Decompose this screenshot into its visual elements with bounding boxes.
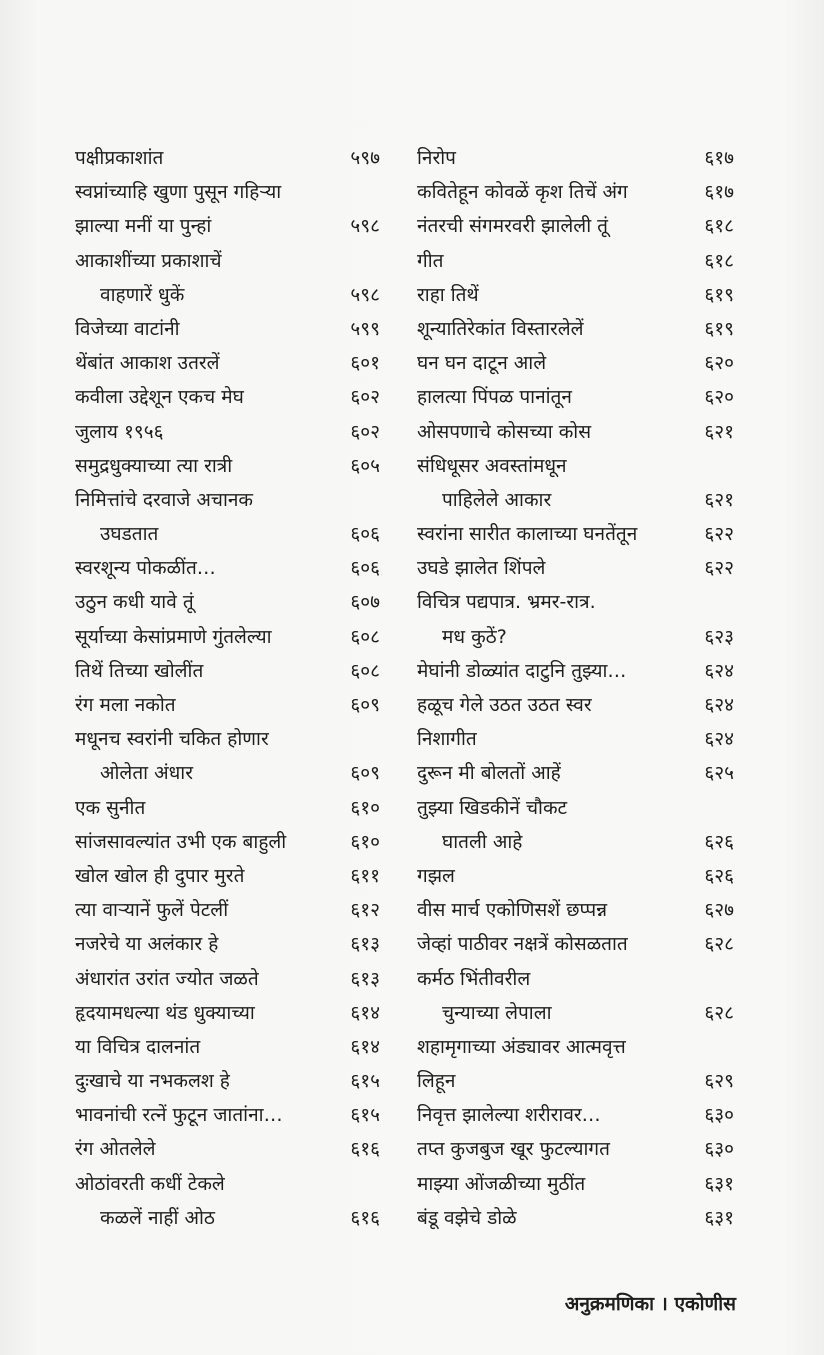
toc-entry (417, 688, 734, 722)
toc-entry-title: नंतरची संगमरवरी झालेली तूं (417, 215, 608, 238)
toc-entry-page-number: ६१० (350, 830, 380, 853)
toc-entry-title: मध कुठें? (442, 625, 507, 648)
toc-entry (417, 483, 734, 517)
toc-entry-page-number: ६२५ (704, 762, 734, 785)
toc-entry-title: संधिधूसर अवस्तांमधून (417, 454, 567, 477)
toc-entry (75, 654, 380, 688)
toc-entry (75, 791, 380, 825)
toc-entry-title: भावनांची रत्नें फुटून जातांना… (75, 1104, 283, 1127)
toc-entry-page-number: ५९८ (350, 283, 380, 306)
toc-entry (75, 996, 380, 1030)
toc-entry-title: वाहणारें धुकें (100, 283, 185, 306)
toc-entry-title: स्वरशून्य पोकळींत… (75, 557, 216, 580)
toc-entry-page-number: ६१६ (350, 1138, 380, 1161)
toc-entry-title: दुरून मी बोलतों आहें (417, 762, 561, 785)
toc-entry-title: नजरेचे या अलंकार हे (75, 933, 219, 956)
toc-entry-title: लिहून (417, 1070, 456, 1093)
toc-entry (417, 1064, 734, 1098)
toc-entry-page-number: ६२७ (704, 899, 734, 922)
toc-entry-page-number: ५९८ (350, 215, 380, 238)
toc-entry (75, 244, 380, 278)
toc-entry-title: घन घन दाटून आले (417, 352, 547, 375)
toc-entry-title: निशागीत (417, 728, 477, 751)
toc-entry-title: पाहिलेले आकार (442, 488, 552, 511)
toc-entry (75, 1030, 380, 1064)
toc-entry-title: तप्त कुजबुज खूर फुटल्यागत (417, 1138, 610, 1161)
toc-entry (417, 654, 734, 688)
toc-entry-page-number: ६१९ (704, 283, 734, 306)
toc-entry-title: निवृत्त झालेल्या शरीरावर… (417, 1104, 601, 1127)
toc-entry-page-number: ६०२ (350, 420, 380, 443)
toc-entry (417, 756, 734, 790)
toc-entry-page-number: ६१८ (704, 249, 734, 272)
toc-entry (75, 175, 380, 209)
toc-entry (75, 1201, 380, 1235)
toc-entry-title: माझ्या ओंजळीच्या मुठींत (417, 1172, 586, 1195)
toc-entry-page-number: ६३१ (704, 1172, 734, 1195)
toc-entry-page-number: ६३० (704, 1104, 734, 1127)
toc-entry-page-number: ६०८ (350, 659, 380, 682)
toc-entry-title: जुलाय १९५६ (75, 420, 164, 443)
toc-entry (417, 244, 734, 278)
toc-entry-title: मेघांनी डोळ्यांत दाटुनि तुझ्या… (417, 659, 627, 682)
toc-entry-title: उठुन कधी यावे तूं (75, 591, 194, 614)
toc-entry (417, 927, 734, 961)
toc-entry-page-number: ६१३ (350, 967, 380, 990)
toc-entry (417, 859, 734, 893)
toc-entry (417, 585, 734, 619)
toc-entry (417, 209, 734, 243)
toc-entry-title: कवीला उद्देशून एकच मेघ (75, 386, 244, 409)
toc-entry-title: खोल खोल ही दुपार मुरते (75, 864, 245, 887)
toc-entry (417, 415, 734, 449)
toc-entry-title: दुःखाचे या नभकलश हे (75, 1070, 230, 1093)
toc-entry-title: कळलें नाहीं ओठ (100, 1206, 215, 1229)
toc-entry-page-number: ६०८ (350, 625, 380, 648)
toc-entry-page-number: ६२४ (704, 728, 734, 751)
toc-entry-page-number: ६१७ (704, 147, 734, 169)
toc-entry-title: सांजसावल्यांत उभी एक बाहुली (75, 830, 287, 853)
toc-entry (417, 825, 734, 859)
toc-entry-page-number: ६१० (350, 796, 380, 819)
toc-entry-page-number: ६२८ (704, 933, 734, 956)
toc-entry-title: उघडतात (100, 523, 159, 546)
toc-entry (75, 551, 380, 585)
toc-entry-page-number: ६१२ (350, 899, 380, 922)
toc-entry (417, 380, 734, 414)
toc-entry (75, 209, 380, 243)
toc-entry (75, 688, 380, 722)
toc-entry-title: निमित्तांचे दरवाजे अचानक (75, 488, 254, 511)
toc-entry-title: एक सुनीत (75, 796, 146, 819)
toc-entry-page-number: ६३१ (704, 1206, 734, 1229)
toc-entry (417, 346, 734, 380)
toc-entry-title: बंडू वझेचे डोळे (417, 1206, 517, 1229)
page-footer: अनुक्रमणिका । एकोणीस (564, 1293, 736, 1315)
toc-entry-page-number: ६०९ (350, 762, 380, 785)
toc-entry (417, 1167, 734, 1201)
toc-entry-title: गीत (417, 249, 444, 272)
toc-entry-page-number: ६१४ (350, 1035, 380, 1058)
toc-entry-title: अंधारांत उरांत ज्योत जळते (75, 967, 259, 990)
toc-entry-page-number: ६२६ (704, 864, 734, 887)
toc-entry-page-number: ६२९ (704, 1070, 734, 1093)
toc-entry-page-number: ६२० (704, 352, 734, 375)
toc-entry (75, 415, 380, 449)
toc-entry (417, 1030, 734, 1064)
toc-entry (75, 312, 380, 346)
toc-entry-title: हृदयामधल्या थंड धुक्याच्या (75, 1001, 255, 1024)
toc-entry-title: स्वरांना सारीत कालाच्या घनतेंतून (417, 523, 638, 546)
toc-entry-page-number: ६२० (704, 386, 734, 409)
toc-entry-title: कवितेहून कोवळें कृश तिचें अंग (417, 181, 628, 204)
toc-entry (75, 1132, 380, 1166)
toc-entry-title: विजेच्या वाटांनी (75, 317, 180, 340)
toc-entry-title: शहामृगाच्या अंड्यावर आत्मवृत्त (417, 1035, 626, 1058)
toc-entry (75, 1167, 380, 1201)
toc-entry (75, 927, 380, 961)
toc-entry-page-number: ५९९ (350, 317, 380, 340)
toc-entry (75, 756, 380, 790)
toc-entry-title: हालत्या पिंपळ पानांतून (417, 386, 572, 409)
toc-entry-page-number: ६२२ (704, 523, 734, 546)
toc-entry (75, 380, 380, 414)
toc-entry-title: तिथें तिच्या खोलींत (75, 659, 204, 682)
toc-entry-title: त्या वाऱ्यानें फुलें पेटलीं (75, 899, 229, 922)
toc-entry-page-number: ६०६ (350, 523, 380, 546)
toc-entry-page-number: ६१४ (350, 1001, 380, 1024)
toc-entry-title: आकाशींच्या प्रकाशाचें (75, 249, 222, 272)
toc-entry-title: चुन्याच्या लेपाला (442, 1001, 552, 1024)
toc-entry-page-number: ६०२ (350, 386, 380, 409)
toc-entry (75, 585, 380, 619)
toc-entry (417, 722, 734, 756)
toc-entry-page-number: ६२८ (704, 1001, 734, 1024)
toc-entry-title: जेव्हां पाठीवर नक्षत्रें कोसळतात (417, 933, 628, 956)
toc-entry-title: सूर्याच्या केसांप्रमाणे गुंतलेल्या (75, 625, 272, 648)
toc-entry-page-number: ६२४ (704, 694, 734, 716)
toc-entry-title: वीस मार्च एकोणिसशें छप्पन्न (417, 899, 608, 922)
toc-entry (417, 1201, 734, 1235)
toc-entry-page-number: ६०१ (350, 352, 380, 375)
toc-entry-title: निरोप (417, 147, 456, 169)
toc-entry (417, 175, 734, 209)
toc-left-column (75, 141, 380, 1235)
toc-entry (75, 346, 380, 380)
toc-entry (417, 312, 734, 346)
toc-entry (417, 517, 734, 551)
toc-entry (417, 620, 734, 654)
toc-entry-title: रंग मला नकोत (75, 694, 176, 716)
toc-entry (75, 141, 380, 175)
toc-entry (417, 791, 734, 825)
toc-entry-page-number: ६२३ (704, 625, 734, 648)
toc-entry (417, 449, 734, 483)
toc-entry (417, 278, 734, 312)
toc-entry-title: राहा तिथें (417, 283, 479, 306)
toc-entry-page-number: ६०६ (350, 557, 380, 580)
toc-entry (75, 1098, 380, 1132)
toc-entry-page-number: ६२२ (704, 557, 734, 580)
toc-entry (75, 722, 380, 756)
toc-entry-page-number: ६०५ (350, 454, 380, 477)
toc-entry-title: विचित्र पद्यपात्र. भ्रमर-रात्र. (417, 591, 596, 614)
toc-entry-title: समुद्रधुक्याच्या त्या रात्री (75, 454, 233, 477)
toc-entry (75, 962, 380, 996)
toc-entry (75, 449, 380, 483)
toc-entry-title: या विचित्र दालनांत (75, 1035, 201, 1058)
toc-entry-title: गझल (417, 864, 455, 887)
toc-entry-page-number: ६१३ (350, 933, 380, 956)
toc-entry-page-number: ६१८ (704, 215, 734, 238)
toc-entry-title: रंग ओतलेले (75, 1138, 156, 1161)
toc-entry-title: मधूनच स्वरांनी चकित होणार (75, 728, 269, 751)
toc-entry-page-number: ६१९ (704, 317, 734, 340)
toc-entry (417, 1098, 734, 1132)
toc-entry (417, 996, 734, 1030)
toc-entry-title: तुझ्या खिडकीनें चौकट (417, 796, 568, 819)
toc-entry-page-number: ६२१ (704, 488, 734, 511)
toc-entry-page-number: ६३० (704, 1138, 734, 1161)
toc-entry-title: घातली आहे (442, 830, 523, 853)
toc-entry (417, 893, 734, 927)
toc-entry (417, 1132, 734, 1166)
toc-entry-title: शून्यातिरेकांत विस्तारलेलें (417, 317, 584, 340)
toc-entry-page-number: ६२१ (704, 420, 734, 443)
toc-entry-title: उघडे झालेत शिंपले (417, 557, 546, 580)
toc-entry-title: कर्मठ भिंतीवरील (417, 967, 531, 990)
toc-entry-title: ओसपणाचे कोसच्या कोस (417, 420, 592, 443)
toc-entry (75, 825, 380, 859)
toc-entry (417, 551, 734, 585)
toc-entry (75, 1064, 380, 1098)
toc-entry-page-number: ६२४ (704, 659, 734, 682)
toc-entry-page-number: ६१५ (350, 1104, 380, 1127)
toc-entry-page-number: ६१७ (704, 181, 734, 204)
toc-entry-title: हळूच गेले उठत उठत स्वर (417, 694, 592, 716)
toc-entry-page-number: ६११ (350, 864, 380, 887)
toc-entry (417, 141, 734, 175)
toc-entry (75, 859, 380, 893)
toc-entry (75, 483, 380, 517)
toc-entry-title: ओलेता अंधार (100, 762, 194, 785)
toc-entry-page-number: ५९७ (350, 147, 380, 169)
toc-entry-title: स्वप्नांच्याहि खुणा पुसून गहिऱ्या (75, 181, 282, 204)
toc-entry-page-number: ६२६ (704, 830, 734, 853)
toc-entry (75, 517, 380, 551)
toc-entry (75, 620, 380, 654)
toc-entry (417, 962, 734, 996)
toc-entry (75, 278, 380, 312)
toc-entry-title: थेंबांत आकाश उतरलें (75, 352, 220, 375)
toc-entry (75, 893, 380, 927)
toc-entry-page-number: ६०७ (350, 591, 380, 614)
toc-entry-page-number: ६०९ (350, 694, 380, 716)
toc-entry-title: पक्षीप्रकाशांत (75, 147, 164, 169)
toc-entry-page-number: ६१५ (350, 1070, 380, 1093)
toc-entry-page-number: ६१६ (350, 1206, 380, 1229)
toc-right-column (417, 141, 734, 1235)
toc-entry-title: ओठांवरती कधीं टेकले (75, 1172, 225, 1195)
toc-entry-title: झाल्या मनीं या पुन्हां (75, 215, 212, 238)
